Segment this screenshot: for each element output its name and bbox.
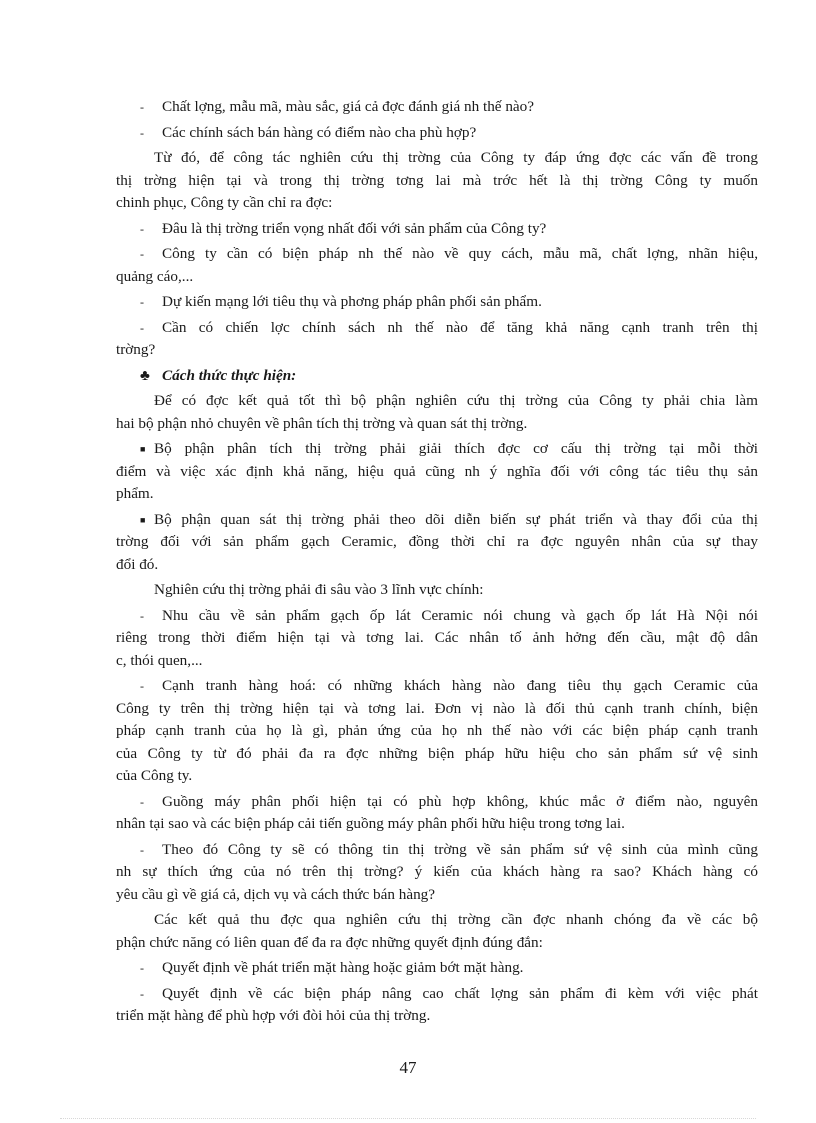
line-text: nhân tại sao và các biện pháp cải tiến guồng máy phân phối hữu hiệu trong tơng lai. <box>116 815 625 832</box>
line-text: yêu cầu gì về giá cả, dịch vụ và cách thức bán hàng? <box>116 885 436 903</box>
paragraph <box>116 909 758 957</box>
line-text: Các chính sách bán hàng có điểm nào cha phù hợp? <box>162 123 477 141</box>
line-text: Cách thức thực hiện: <box>162 366 297 384</box>
text-line <box>116 627 758 650</box>
text-line <box>116 554 758 577</box>
text-line <box>116 170 758 193</box>
line-text: của Công ty. <box>116 767 193 784</box>
text-line <box>116 483 758 506</box>
text-line <box>116 218 758 241</box>
line-text: Nhu cầu về sản phẩm gạch ốp lát Ceramic nói chung và gạch ốp lát Hà Nội nói <box>162 606 758 624</box>
text-line <box>116 122 758 145</box>
text-line <box>116 96 758 119</box>
line-text: Cần có chiến lợc chính sách nh thế nào để tăng khả năng cạnh tranh trên thị <box>162 318 758 336</box>
page-number: 47 <box>399 1058 417 1077</box>
section-heading <box>116 365 758 391</box>
text-line <box>116 509 758 532</box>
text-line <box>116 983 758 1006</box>
line-text: c, thói quen,... <box>116 651 203 669</box>
line-text: Các kết quả thu đợc qua nghiên cứu thị trờng cần đợc nhanh chóng đa về các bộ <box>154 911 758 928</box>
bullet-item <box>116 509 758 580</box>
bullet-item <box>116 675 758 791</box>
bullet-item <box>116 957 758 983</box>
club-bullet-icon: ♣ <box>140 367 150 384</box>
text-line <box>116 861 758 884</box>
dash-marker: - <box>140 842 144 857</box>
dash-marker: - <box>140 125 144 140</box>
line-text: Công ty cần có biện pháp nh thế nào về quy cách, mẫu mã, chất lợng, nhãn hiệu, <box>162 245 758 262</box>
square-bullet-icon: ■ <box>140 514 146 525</box>
text-line <box>116 147 758 170</box>
text-line <box>116 765 758 788</box>
line-text: trờng đối với sản phẩm gạch Ceramic, đồng thời chỉ ra đợc nguyên nhân của sự thay <box>116 533 758 550</box>
line-text: nh sự thích ứng của nó trên thị trờng? ý kiến của khách hàng ra sao? Khách hàng có <box>116 863 758 880</box>
text-line <box>116 579 758 602</box>
text-line <box>116 461 758 484</box>
text-line <box>116 605 758 628</box>
dash-marker: - <box>140 100 144 114</box>
line-text: hai bộ phận nhỏ chuyên về phân tích thị trờng và quan sát thị trờng. <box>116 414 528 432</box>
line-text: Theo đó Công ty sẽ có thông tin thị trờng về sản phẩm sứ vệ sinh của mình cũng <box>162 840 758 858</box>
text-line <box>116 909 758 932</box>
text-line <box>116 884 758 907</box>
line-text: pháp cạnh tranh của họ là gì, phản ứng của họ nh thế nào với các biện pháp cạnh tranh <box>116 722 758 739</box>
line-text: Quyết định về các biện pháp nâng cao chất lợng sản phẩm đi kèm với việc phát <box>162 984 758 1002</box>
text-line <box>116 698 758 721</box>
bullet-item <box>116 317 758 365</box>
bullet-item <box>116 291 758 317</box>
line-text: Công ty trên thị trờng hiện tại và tơng lai. Đơn vị nào là đối thủ cạnh tranh chính, biện <box>116 699 758 717</box>
bullet-item <box>116 438 758 509</box>
text-line <box>116 243 758 266</box>
text-line <box>116 365 758 388</box>
bullet-item <box>116 605 758 676</box>
text-line <box>116 291 758 314</box>
paragraph <box>116 390 758 438</box>
line-text: của Công ty từ đó phải đa ra đợc những biện pháp hữu hiệu cho sản phẩm sứ vệ sinh <box>116 744 758 762</box>
text-line <box>116 720 758 743</box>
text-line <box>116 531 758 554</box>
line-text: đổi đó. <box>116 555 159 573</box>
line-text: Để có đợc kết quả tốt thì bộ phận nghiên cứu thị trờng của Công ty phải chia làm <box>154 392 758 409</box>
bullet-item <box>116 839 758 910</box>
line-text: thị trờng hiện tại và trong thị trờng tơng lai mà trớc hết là thị trờng Công ty muốn <box>116 171 758 189</box>
line-text: Bộ phận quan sát thị trờng phải theo dõi diễn biến sự phát triển và thay đổi của thị <box>154 510 758 528</box>
dash-marker: - <box>140 608 144 623</box>
text-line <box>116 266 758 289</box>
line-text: Dự kiến mạng lới tiêu thụ và phơng pháp phân phối sản phẩm. <box>162 293 542 310</box>
text-line <box>116 932 758 955</box>
bullet-item <box>116 983 758 1031</box>
line-text: Đâu là thị trờng triển vọng nhất đối với sản phẩm của Công ty? <box>162 219 547 237</box>
text-line <box>116 957 758 980</box>
line-text: Nghiên cứu thị trờng phải đi sâu vào 3 lĩnh vực chính: <box>154 581 484 598</box>
line-text: điểm và việc xác định khả năng, hiệu quả cũng nh ý nghĩa đối với công tác tiêu thụ sản <box>116 462 758 480</box>
text-line <box>116 675 758 698</box>
bullet-item <box>116 791 758 839</box>
line-text: Từ đó, để công tác nghiên cứu thị trờng của Công ty đáp ứng đợc các vấn đề trong <box>154 149 758 166</box>
bullet-item <box>116 96 758 122</box>
text-line <box>116 192 758 215</box>
line-text: chinh phục, Công ty cần chỉ ra đợc: <box>116 194 333 211</box>
dash-marker: - <box>140 247 144 261</box>
dash-marker: - <box>140 961 144 975</box>
footer-divider <box>60 1118 756 1119</box>
square-bullet-icon: ■ <box>140 444 146 454</box>
line-text: Quyết định về phát triển mặt hàng hoặc giảm bớt mặt hàng. <box>162 959 524 976</box>
dash-marker: - <box>140 794 144 809</box>
dash-marker: - <box>140 320 144 335</box>
line-text: Bộ phận phân tích thị trờng phải giải thích đợc cơ cấu thị trờng tại mỗi thời <box>154 440 758 457</box>
dash-marker: - <box>140 986 144 1001</box>
line-text: phận chức năng có liên quan để đa ra đợc những quyết định đúng đắn: <box>116 933 543 951</box>
line-text: quảng cáo,... <box>116 267 194 285</box>
text-line <box>116 317 758 340</box>
text-line <box>116 339 758 362</box>
line-text: Chất lợng, mẫu mã, màu sắc, giá cả đợc đánh giá nh thế nào? <box>162 98 535 115</box>
text-line <box>116 791 758 814</box>
text-line <box>116 1005 758 1028</box>
dash-marker: - <box>140 221 144 236</box>
text-line <box>116 839 758 862</box>
paragraph <box>116 579 758 605</box>
dash-marker: - <box>140 295 144 309</box>
dash-marker: - <box>140 679 144 693</box>
line-text: triển mặt hàng để phù hợp với đòi hỏi của thị trờng. <box>116 1007 431 1024</box>
line-text: trờng? <box>116 341 156 358</box>
line-text: phẩm. <box>116 485 154 502</box>
text-line <box>116 650 758 673</box>
bullet-item <box>116 243 758 291</box>
text-line <box>116 438 758 461</box>
text-line <box>116 390 758 413</box>
line-text: riêng trong thời điểm hiện tại và tơng lai. Các nhân tố ảnh hởng đến cầu, mật độ dân <box>116 629 758 646</box>
text-line <box>116 813 758 836</box>
line-text: Guồng máy phân phối hiện tại có phù hợp không, khúc mắc ở điểm nào, nguyên <box>162 792 758 810</box>
bullet-item <box>116 218 758 244</box>
paragraph <box>116 147 758 218</box>
bullet-item <box>116 122 758 148</box>
text-line <box>116 413 758 436</box>
line-text: Cạnh tranh hàng hoá: có những khách hàng nào đang tiêu thụ gạch Ceramic của <box>162 677 758 694</box>
document-body <box>116 96 758 1031</box>
text-line <box>116 743 758 766</box>
